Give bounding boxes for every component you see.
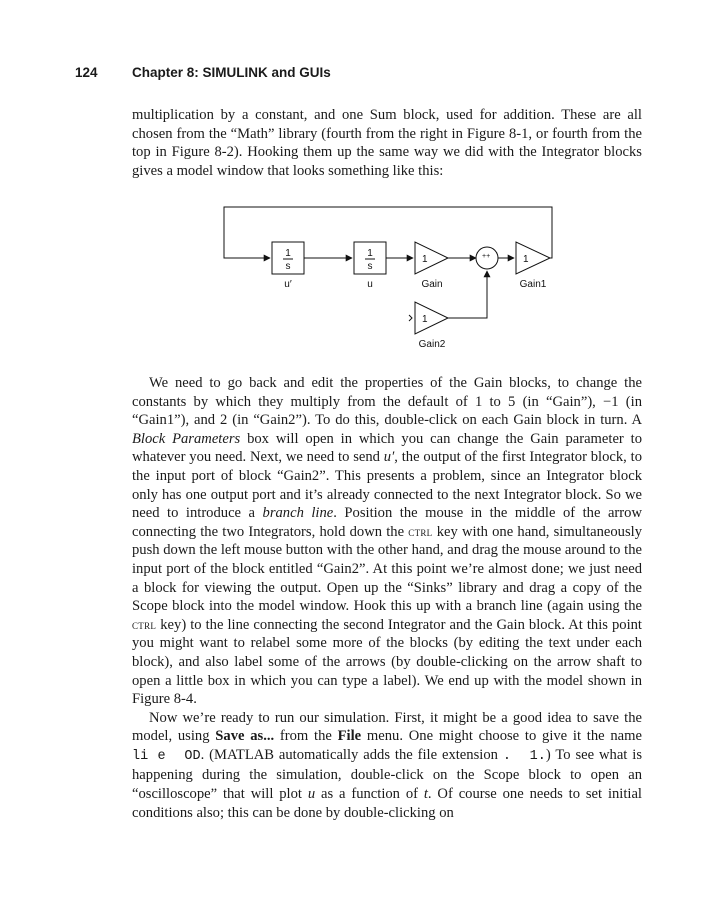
key-ctrl: ctrl [132, 617, 157, 632]
body-text [132, 374, 642, 822]
intro-paragraph [132, 106, 642, 180]
bold-save-as: Save as... [215, 728, 275, 745]
text-span: menu. One might choose to give it the name [361, 728, 642, 745]
gain1-block [516, 242, 550, 274]
chapter-title: Chapter 8: SIMULINK and GUIs [132, 65, 331, 80]
text-span: key) to the line connecting the second Integrator and the Gain block. At this point you might want to relabel some more of the blocks (by editing the text under each block), and also label some of the arrows (by double-clicking on the arrow shaft to open a little box in which you can type a label). We end up with the model shown in Figure 8-4. [132, 616, 642, 708]
integrator2-label: u [367, 279, 373, 290]
gain1-label: Gain1 [519, 279, 547, 290]
text-span: . Of course one needs to set initial conditions also; this can be done by double-clicking on [132, 786, 642, 821]
text-span: box will open in which you can change the Gain parameter to whatever you need. Next, we need to send [132, 430, 643, 466]
math-t: t [423, 786, 428, 803]
gain1-value: 1 [523, 254, 529, 265]
integrator1-denominator: s [285, 261, 291, 272]
gain2-block [415, 302, 448, 334]
gain-value: 1 [422, 254, 428, 265]
gain2-to-sum-line [448, 271, 487, 318]
code-extension: . 1. [502, 748, 546, 764]
gain2-value: 1 [422, 314, 428, 325]
bold-file-menu: File [337, 728, 362, 745]
text-span: , the output of the first Integrator block, to the input port of block “Gain2”. This presents a problem, since an Integrator block only has one output port and it’s already connected to the next Integrator block. So we need to introduce a [132, 449, 642, 522]
text-span: ) To see what is happening during the simulation, double-click on the Scope block to open an “oscilloscope” that will plot [132, 746, 643, 803]
gain2-label: Gain2 [418, 339, 446, 350]
text-span: from the [274, 728, 338, 745]
integrator2-numerator: 1 [367, 248, 373, 259]
math-u: u [307, 786, 316, 803]
integrator1-numerator: 1 [285, 248, 291, 259]
page-header [0, 65, 702, 85]
intro-text: multiplication by a constant, and one Sum block, used for addition. These are all chosen from the “Math” library (fourth from the right in Figure 8-1, or fourth from the top in Figure 8-2). Hooking them up the same way we did with the Integrator blocks gives a model window that looks something like this: [132, 107, 642, 179]
integrator2-denominator: s [367, 261, 373, 272]
emphasis-block-parameters: Block Parameters [132, 430, 241, 447]
emphasis-branch-line: branch line [262, 505, 334, 522]
text-span: . Position the mouse in the middle of the arrow connecting the two Integrators, hold down the [132, 505, 642, 540]
sum-signs: ++ [482, 253, 491, 260]
text-span: . (MATLAB automatically adds the file extension [200, 746, 503, 763]
paragraph-run-simulation [132, 709, 642, 823]
paragraph-gain-editing [132, 374, 642, 709]
gain-block [415, 242, 448, 274]
integrator1-label: u′ [284, 279, 292, 290]
gain2-input-port [409, 315, 412, 321]
key-ctrl: ctrl [408, 524, 433, 539]
text-span: Now we’re ready to run our simulation. First, it might be a good idea to save the model, using [132, 709, 642, 745]
text-span: as a function of [315, 786, 424, 803]
page-number: 124 [75, 65, 98, 80]
text-span: We need to go back and edit the properties of the Gain blocks, to change the constants by which they multiply from the default of 1 to 5 (in “Gain”), −1 (in “Gain1”), and 2 (in “Gain2”). To do this, double-click on each Gain block in turn. A [132, 375, 642, 429]
text-span: key with one hand, simultaneously push down the left mouse button with the other hand, and drag the mouse around to the input port of the block entitled “Gain2”. At this point we’re almost done; we just need a block for viewing the output. Open up the “Sinks” library and drag a copy of the Scope block into the model window. Hook this up with a branch line (again using the [132, 523, 642, 615]
code-filename: li e OD [132, 748, 201, 764]
emphasis-u-prime: u′ [383, 449, 395, 466]
gain-label: Gain [421, 279, 443, 290]
simulink-model-diagram [212, 200, 572, 360]
